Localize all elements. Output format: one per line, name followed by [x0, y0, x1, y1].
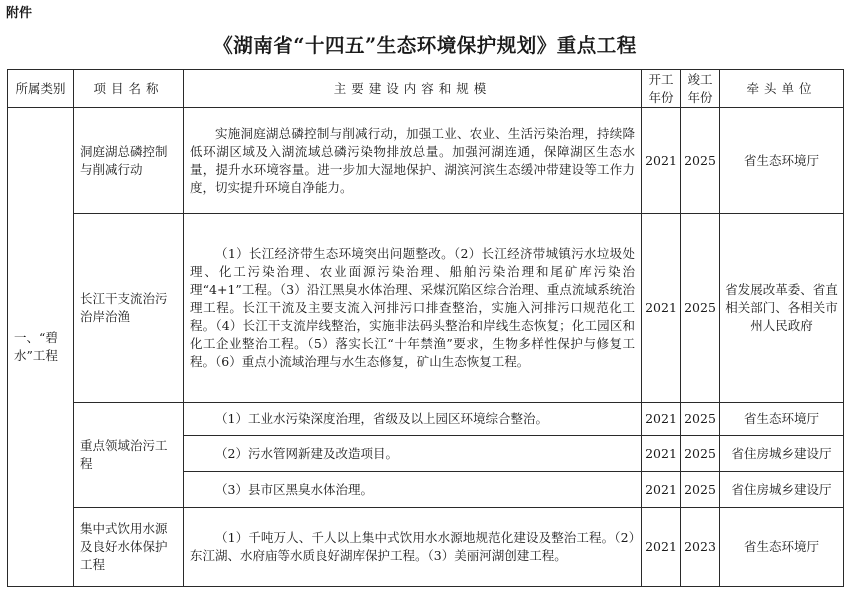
- project-content: （1）工业水污染深度治理，省级及以上园区环境综合整治。: [184, 403, 642, 436]
- header-category: 所属类别: [8, 70, 74, 108]
- page-title: 《湖南省“十四五”生态环境保护规划》重点工程: [213, 34, 637, 57]
- end-year: 2025: [681, 436, 720, 472]
- header-content: 主要建设内容和规模: [184, 70, 642, 108]
- project-name: 洞庭湖总磷控制与削减行动: [74, 108, 184, 214]
- start-year: 2021: [642, 508, 681, 587]
- end-year: 2025: [681, 214, 720, 403]
- header-lead-unit: 牵头单位: [720, 70, 844, 108]
- category-cell: 一、“碧水”工程: [8, 108, 74, 587]
- table-row: [8, 508, 844, 587]
- start-year: 2021: [642, 436, 681, 472]
- lead-unit: 省生态环境厅: [720, 108, 844, 214]
- table-row: [8, 403, 844, 436]
- table-row: [8, 214, 844, 403]
- project-content: （1）千吨万人、千人以上集中式饮用水水源地规范化建设及整治工程。（2）东江湖、水府庙等水质良好湖库保护工程。（3）美丽河湖创建工程。: [184, 508, 642, 587]
- end-year: 2023: [681, 508, 720, 587]
- table-row: [8, 108, 844, 214]
- lead-unit: 省生态环境厅: [720, 508, 844, 587]
- project-content: （2）污水管网新建及改造项目。: [184, 436, 642, 472]
- project-name: 集中式饮用水源及良好水体保护工程: [74, 508, 184, 587]
- attachment-label: 附件: [6, 6, 33, 21]
- lead-unit: 省住房城乡建设厅: [720, 436, 844, 472]
- start-year: 2021: [642, 403, 681, 436]
- lead-unit: 省发展改革委、省直相关部门、各相关市州人民政府: [720, 214, 844, 403]
- project-content: （3）县市区黑臭水体治理。: [184, 472, 642, 508]
- start-year: 2021: [642, 108, 681, 214]
- lead-unit: 省住房城乡建设厅: [720, 472, 844, 508]
- header-project: 项目名称: [74, 70, 184, 108]
- end-year: 2025: [681, 403, 720, 436]
- end-year: 2025: [681, 472, 720, 508]
- lead-unit: 省生态环境厅: [720, 403, 844, 436]
- start-year: 2021: [642, 472, 681, 508]
- project-content: 实施洞庭湖总磷控制与削减行动，加强工业、农业、生活污染治理，持续降低环湖区域及入湖流域总磷污染物排放总量。加强河湖连通，保障湖区生态水量，提升水环境容量。进一步加大湿地保护、湖滨河滨生态缓冲带建设等工作力度，切实提升环境自净能力。: [184, 108, 642, 214]
- key-projects-table: [7, 69, 844, 587]
- header-end-year: 竣工年份: [681, 70, 720, 108]
- header-row: [8, 70, 844, 108]
- start-year: 2021: [642, 214, 681, 403]
- project-content: （1）长江经济带生态环境突出问题整改。（2）长江经济带城镇污水垃圾处理、化工污染治理、农业面源污染治理、船舶污染治理和尾矿库污染治理“4+1”工程。（3）沿江黑臭水体治理、采煤沉陷区综合治理、重点流域系统治理工程。长江干流及主要支流入河排污口排查整治，实施入河排污口规范化工程。（4）长江干支流岸线整治，实施非法码头整治和岸线生态恢复；化工园区和化工企业整治工程。（5）落实长江“十年禁渔”要求，生物多样性保护与修复工程。（6）重点小流域治理与水生态修复，矿山生态恢复工程。: [184, 214, 642, 403]
- project-name: 长江干支流治污治岸治渔: [74, 214, 184, 403]
- header-start-year: 开工年份: [642, 70, 681, 108]
- end-year: 2025: [681, 108, 720, 214]
- project-name: 重点领域治污工程: [74, 403, 184, 508]
